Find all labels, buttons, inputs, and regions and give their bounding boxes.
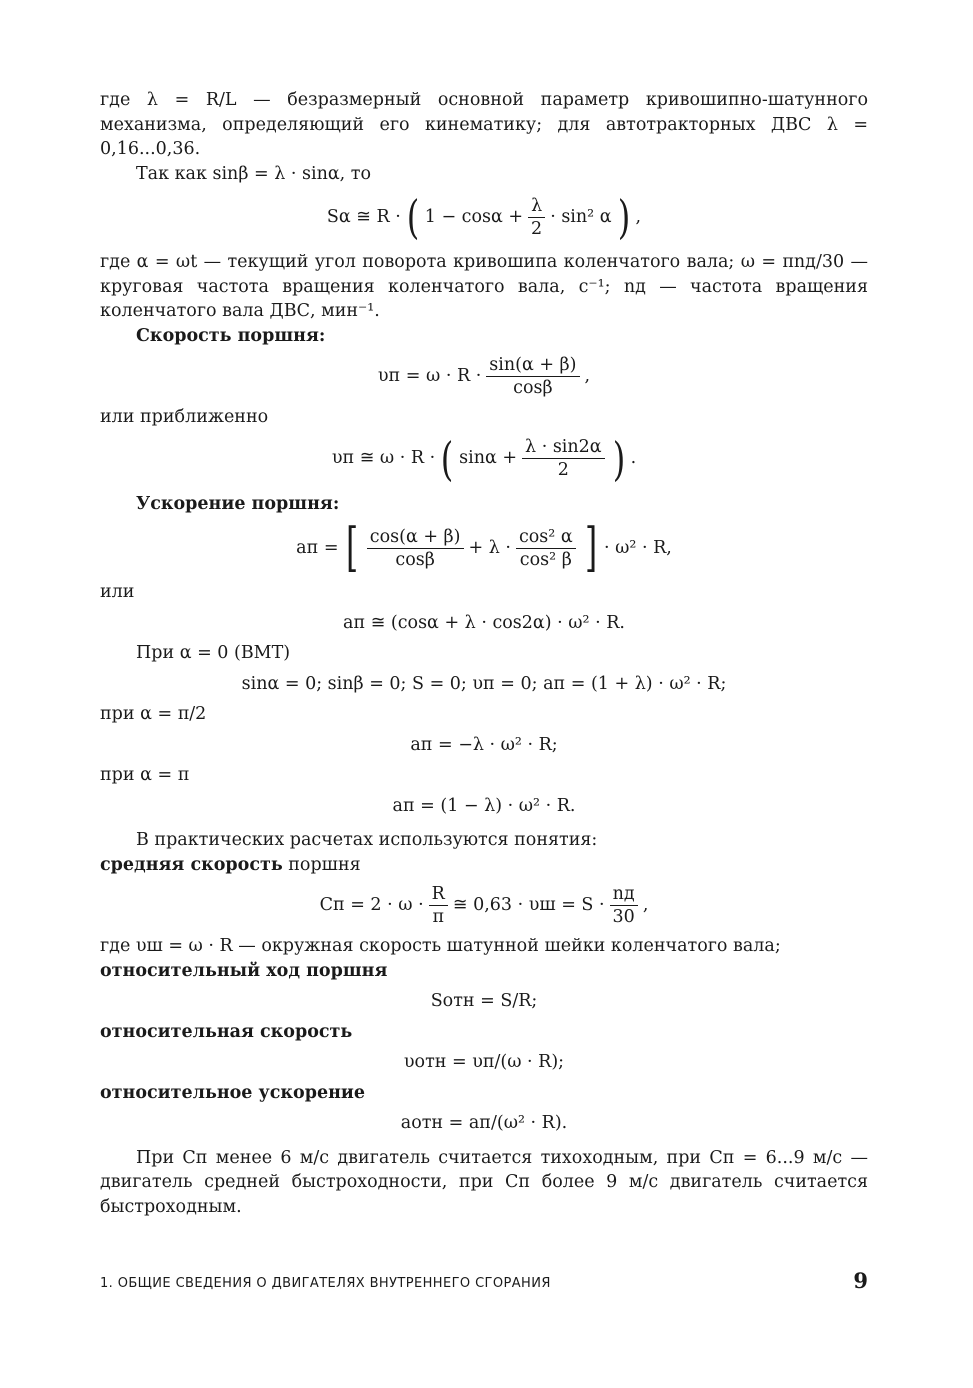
rel-stroke-label: относительный ход поршня [100,960,388,981]
mean-speed-label: средняя скорость поршня [100,854,361,875]
heading-acceleration: Ускорение поршня: [136,493,340,514]
formula-displacement-lhs: Sα ≅ R · [326,206,401,227]
fraction: $\frac{\lambda}{2}$ [528,195,545,240]
heading-velocity: Скорость поршня: [136,325,326,346]
formula-alpha-pi: aп = (1 − λ) · ω² · R. [392,795,576,816]
formula-rel-accel: aотн = aп/(ω² · R). [400,1113,568,1133]
formula-rel-stroke: Sотн = S/R; [430,991,538,1011]
vsh-definition: где υш = ω · R — окружная скорость шатунной шейки коленчатого вала; [100,936,781,956]
fraction: $\frac{\text{cos² α}}{\text{cos² β}}$ [516,526,576,571]
practical-intro: В практических расчетах используются понятия: [136,830,598,850]
conclusion-paragraph: При Cп менее 6 м/с двигатель считается тихоходным, при Cп = 6...9 м/с — двигатель средней быстроходности, при Cп более 9 м/с двигатель считается быстроходным. [100,1147,868,1217]
formula-displacement-open: 1 − cosα + [424,206,524,227]
or-label: или [100,582,135,602]
fraction: $\frac{\cos(\alpha + \beta)}{\cos\beta}$ [367,526,464,571]
case-alpha-pi: при α = π [100,765,190,785]
rel-accel-label: относительное ускорение [100,1082,365,1103]
formula-acceleration-approx: aп ≅ (cosα + λ · cos2α) · ω² · R. [343,612,625,633]
formula-acceleration: aп = [ $\frac{\cos(\alpha + \beta)}{\cos\beta}$ + λ · $\frac{\text{cos² α}}{\text{cos² β}}$ ] · ω² · R, [296,518,672,578]
fraction: $\frac{\lambda \cdot \sin 2\alpha}{2}$ [522,436,605,481]
page-number: 9 [853,1268,868,1293]
intro-paragraph: где λ = R/L — безразмерный основной параметр кривошипно-шатунного механизма, определяющий его кинематику; для автотракторных ДВС λ = 0,16...0,36. [100,90,868,159]
rel-speed-label: относительная скорость [100,1021,353,1042]
fraction: $\frac{nд}{30}$ [610,883,638,928]
sin-beta-statement: Так как sinβ = λ · sinα, то [136,163,372,184]
running-footer: 1. ОБЩИЕ СВЕДЕНИЯ О ДВИГАТЕЛЯХ ВНУТРЕННЕГО СГОРАНИЯ [100,1276,551,1291]
alpha-definition: где α = ωt — текущий угол поворота кривошипа коленчатого вала; ω = πnд/30 — круговая частота вращения коленчатого вала, с⁻¹; nд — частота вращения коленчатого вала ДВС, мин⁻¹. [100,252,868,321]
formula-displacement: Sα ≅ R · ( 1 − cosα + $\frac{\lambda}{2}$ · sin² α ) , [326,190,642,244]
formula-displacement-tail: · sin² α [550,206,612,227]
approx-label: или приближенно [100,407,269,427]
fraction: $\frac{R}{\pi}$ [429,883,448,928]
formula-mean-speed: Cп = 2 · ω · $\frac{R}{\pi}$ ≅ 0,63 · υш = S · $\frac{nд}{30}$ , [319,884,649,927]
formula-alpha-zero: sinα = 0; sinβ = 0; S = 0; υп = 0; aп = (1 + λ) · ω² · R; [241,673,727,694]
case-alpha-pi-half: при α = π/2 [100,704,207,724]
formula-velocity-approx: υп ≅ ω · R · ( sinα + $\frac{\lambda \cdot \sin 2\alpha}{2}$ ) . [331,431,637,486]
case-alpha-zero: При α = 0 (ВМТ) [136,643,291,663]
formula-velocity: υп = ω · R · $\frac{\sin(\alpha + \beta)}{\cos\beta}$ , [377,355,591,398]
page-body [100,88,868,1219]
formula-rel-speed: υотн = υп/(ω · R); [403,1052,565,1072]
fraction: $\frac{\sin(\alpha + \beta)}{\cos\beta}$ [486,354,579,399]
formula-alpha-pi-half: aп = −λ · ω² · R; [410,734,558,755]
